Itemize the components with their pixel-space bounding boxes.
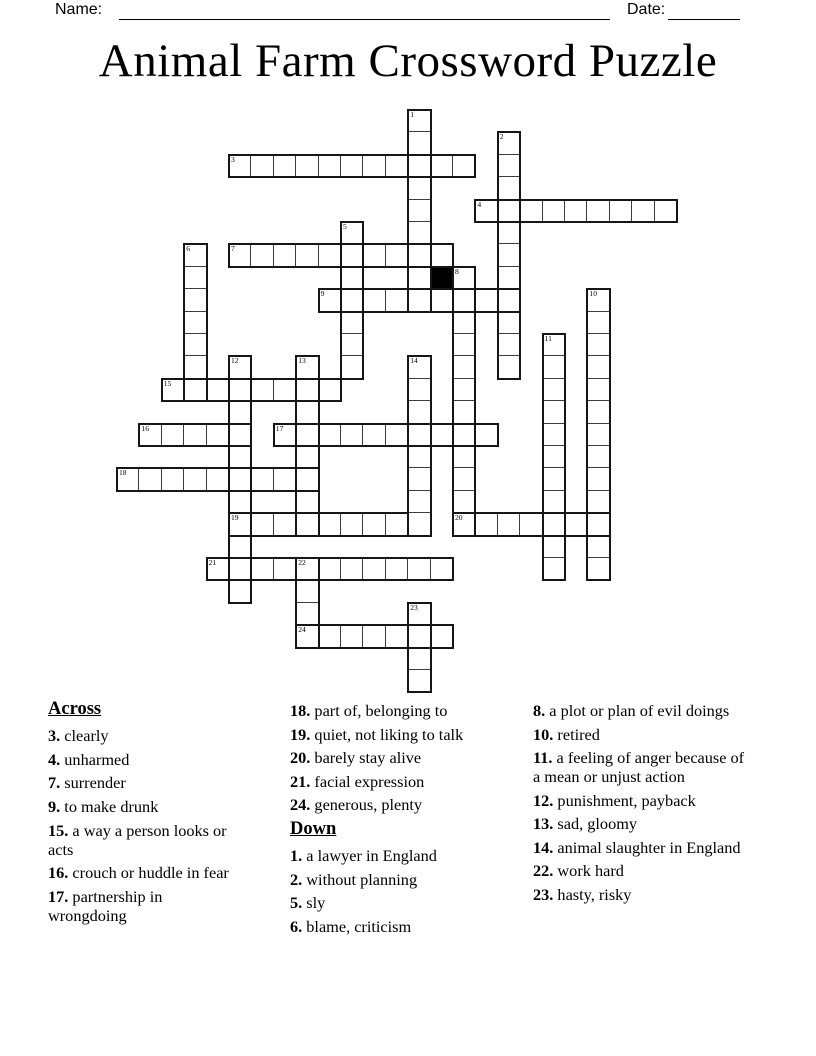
grid-cell[interactable] — [475, 424, 497, 446]
grid-cell[interactable] — [655, 200, 677, 222]
grid-cell[interactable] — [341, 558, 363, 580]
grid-cell[interactable] — [296, 155, 318, 177]
grid-cell[interactable] — [408, 244, 430, 266]
grid-cell[interactable] — [543, 446, 565, 468]
cell-number: 10 — [589, 289, 597, 299]
grid-cell[interactable] — [408, 267, 430, 289]
cell-number: 15 — [163, 378, 172, 388]
grid-cell[interactable] — [453, 446, 475, 468]
grid-cell[interactable] — [341, 312, 363, 334]
grid-cell[interactable] — [296, 401, 318, 423]
grid-cell[interactable] — [229, 401, 251, 423]
grid-cell[interactable] — [386, 244, 408, 266]
grid-cell[interactable] — [386, 558, 408, 580]
clue-number: 23. — [533, 885, 554, 904]
clue-column — [290, 701, 492, 940]
grid-cell[interactable] — [453, 334, 475, 356]
clue-23: 23. hasty, risky — [533, 885, 632, 904]
clue-2: 2. without planning — [290, 869, 418, 889]
cell-number: 17 — [275, 423, 284, 433]
grid-cell[interactable] — [274, 379, 296, 401]
grid-cell[interactable] — [162, 424, 184, 446]
grid-cell[interactable] — [587, 356, 609, 378]
grid-cell[interactable] — [431, 558, 453, 580]
grid-cell[interactable] — [498, 177, 520, 199]
clue-number: 16. — [48, 863, 69, 883]
date-label: Date: — [627, 1, 666, 18]
grid-cell[interactable] — [296, 446, 318, 468]
grid-cell[interactable] — [229, 491, 251, 513]
grid-cell[interactable] — [386, 155, 408, 177]
grid-cell[interactable] — [363, 155, 385, 177]
grid-cell[interactable] — [296, 603, 318, 625]
crossword-grid — [117, 110, 678, 693]
cell-number: 19 — [231, 513, 239, 523]
clue-number: 17. — [48, 886, 69, 906]
grid-cell[interactable] — [341, 424, 363, 446]
grid-cell[interactable] — [184, 289, 206, 311]
grid-cell[interactable] — [184, 424, 206, 446]
grid-cell[interactable] — [543, 379, 565, 401]
cell-number: 8 — [455, 266, 459, 276]
grid-cell[interactable] — [229, 424, 251, 446]
grid-cell[interactable] — [587, 424, 609, 446]
grid-cell[interactable] — [229, 580, 251, 602]
clue-6: 6. blame, criticism — [290, 916, 412, 936]
grid-cell[interactable] — [587, 536, 609, 558]
grid-cell[interactable] — [408, 289, 430, 311]
clue-24: 24. generous, plenty — [290, 795, 423, 815]
grid-cell[interactable] — [408, 648, 430, 670]
grid-cell[interactable] — [453, 424, 475, 446]
clue-9: 9. to make drunk — [48, 796, 159, 816]
grid-cell[interactable] — [543, 424, 565, 446]
grid-cell[interactable] — [184, 312, 206, 334]
grid-cell[interactable] — [408, 491, 430, 513]
grid-cell[interactable] — [207, 424, 229, 446]
grid-cell[interactable] — [498, 244, 520, 266]
grid-cell[interactable] — [498, 222, 520, 244]
clue-20: 20. barely stay alive — [290, 748, 422, 768]
grid-cell[interactable] — [229, 468, 251, 490]
clue-number: 13. — [533, 814, 554, 834]
grid-cell[interactable] — [274, 558, 296, 580]
black-cell — [431, 267, 453, 289]
grid-cell[interactable] — [453, 379, 475, 401]
grid-cell[interactable] — [498, 155, 520, 177]
grid-cell[interactable] — [229, 536, 251, 558]
grid-cell[interactable] — [229, 379, 251, 401]
grid-cell[interactable] — [498, 200, 520, 222]
clue-number: 22. — [533, 861, 554, 881]
grid-cell[interactable] — [408, 446, 430, 468]
cell-number: 11 — [544, 334, 552, 343]
grid-cell[interactable] — [341, 155, 363, 177]
clue-column — [48, 699, 244, 929]
grid-cell[interactable] — [408, 670, 430, 692]
grid-cell[interactable] — [408, 468, 430, 490]
cell-number: 12 — [231, 356, 239, 366]
grid-cell[interactable] — [386, 513, 408, 535]
clue-column — [533, 701, 745, 909]
grid-cell[interactable] — [587, 513, 609, 535]
clue-number: 14. — [533, 837, 554, 857]
grid-cell[interactable] — [543, 558, 565, 580]
grid-cell[interactable] — [184, 379, 206, 401]
grid-cell[interactable] — [184, 267, 206, 289]
clue-22: 22. work hard — [533, 861, 624, 881]
grid-cell[interactable] — [251, 155, 273, 177]
grid-cell[interactable] — [431, 244, 453, 266]
grid-cell[interactable] — [587, 468, 609, 490]
grid-cell[interactable] — [587, 200, 609, 222]
cell-number: 1 — [410, 110, 414, 119]
grid-cell[interactable] — [296, 244, 318, 266]
grid-cell[interactable] — [229, 558, 251, 580]
grid-cell[interactable] — [341, 244, 363, 266]
grid-cell[interactable] — [543, 468, 565, 490]
clue-number: 7. — [48, 773, 61, 793]
grid-cell[interactable] — [408, 625, 430, 647]
clue-number: 10. — [533, 724, 554, 744]
grid-cell[interactable] — [587, 401, 609, 423]
grid-cell[interactable] — [274, 468, 296, 490]
cell-number: 21 — [208, 558, 217, 567]
cell-number: 22 — [298, 558, 306, 567]
clue-number: 3. — [48, 726, 61, 746]
clue-number: 24. — [290, 795, 311, 815]
grid-cell[interactable] — [475, 513, 497, 535]
grid-cell[interactable] — [431, 289, 453, 311]
grid-cell[interactable] — [184, 468, 206, 490]
grid-cell[interactable] — [162, 468, 184, 490]
grid-cell[interactable] — [565, 200, 587, 222]
clue-number: 11. — [533, 748, 553, 768]
grid-cell[interactable] — [184, 356, 206, 378]
cell-number: 4 — [477, 199, 482, 209]
grid-cell[interactable] — [408, 401, 430, 423]
grid-cell[interactable] — [386, 625, 408, 647]
grid-cell[interactable] — [296, 491, 318, 513]
cell-number: 7 — [231, 244, 235, 254]
grid-cell[interactable] — [251, 513, 273, 535]
grid-cell[interactable] — [408, 177, 430, 199]
grid-cell[interactable] — [363, 558, 385, 580]
grid-cell[interactable] — [543, 356, 565, 378]
clue-number: 6. — [290, 916, 303, 936]
grid-cell[interactable] — [363, 513, 385, 535]
grid-cell[interactable] — [319, 379, 341, 401]
grid-cell[interactable] — [341, 356, 363, 378]
grid-cell[interactable] — [475, 289, 497, 311]
clue-11: 11. a feeling of anger because of a mean or unjust action — [533, 748, 745, 787]
clue-number: 8. — [533, 701, 546, 720]
grid-cell[interactable] — [453, 289, 475, 311]
cell-number: 16 — [141, 423, 149, 433]
grid-cell[interactable] — [363, 625, 385, 647]
cell-number: 5 — [343, 222, 347, 231]
cell-number: 23 — [410, 602, 418, 612]
clue-4: 4. unharmed — [48, 749, 130, 769]
clue-section-header: Across — [48, 699, 102, 719]
grid-cell[interactable] — [251, 244, 273, 266]
cell-number: 3 — [231, 154, 235, 164]
clue-number: 19. — [290, 724, 311, 744]
grid-cell[interactable] — [341, 625, 363, 647]
cell-number: 24 — [298, 625, 306, 635]
clue-14: 14. animal slaughter in England — [533, 837, 741, 857]
grid-cell[interactable] — [453, 155, 475, 177]
grid-cell[interactable] — [296, 580, 318, 602]
grid-cell[interactable] — [408, 222, 430, 244]
grid-cell[interactable] — [543, 200, 565, 222]
clue-15: 15. a way a person looks or acts — [48, 820, 227, 859]
cell-number: 14 — [410, 356, 418, 366]
cell-number: 20 — [455, 513, 463, 523]
grid-cell[interactable] — [453, 491, 475, 513]
grid-cell[interactable] — [207, 379, 229, 401]
grid-cell[interactable] — [363, 424, 385, 446]
grid-cell[interactable] — [565, 513, 587, 535]
cell-number: 13 — [298, 356, 306, 366]
clue-number: 5. — [290, 893, 303, 913]
grid-cell[interactable] — [498, 267, 520, 289]
grid-cell[interactable] — [543, 491, 565, 513]
cell-number: 18 — [119, 468, 127, 478]
grid-cell[interactable] — [319, 155, 341, 177]
clue-12: 12. punishment, payback — [533, 790, 696, 810]
grid-cell[interactable] — [498, 289, 520, 311]
grid-cell[interactable] — [408, 424, 430, 446]
clue-number: 2. — [290, 869, 303, 889]
grid-cell[interactable] — [341, 513, 363, 535]
grid-cell[interactable] — [296, 379, 318, 401]
clue-number: 20. — [290, 748, 311, 768]
name-label: Name: — [55, 1, 103, 18]
grid-cell[interactable] — [296, 424, 318, 446]
grid-cell[interactable] — [319, 625, 341, 647]
grid-cell[interactable] — [543, 513, 565, 535]
clue-19: 19. quiet, not liking to talk — [290, 724, 464, 744]
clue-21: 21. facial expression — [290, 771, 425, 791]
grid-cell[interactable] — [453, 312, 475, 334]
grid-cell[interactable] — [251, 468, 273, 490]
grid-cell[interactable] — [520, 513, 542, 535]
clue-16: 16. crouch or huddle in fear — [48, 863, 229, 883]
grid-cell[interactable] — [341, 289, 363, 311]
clue-5: 5. sly — [290, 893, 326, 913]
grid-cell[interactable] — [274, 244, 296, 266]
grid-cell[interactable] — [408, 558, 430, 580]
grid-cell[interactable] — [363, 244, 385, 266]
grid-cell[interactable] — [498, 356, 520, 378]
grid-cell[interactable] — [453, 356, 475, 378]
grid-cell[interactable] — [431, 625, 453, 647]
grid-cell[interactable] — [341, 267, 363, 289]
grid-cell[interactable] — [408, 379, 430, 401]
grid-cell[interactable] — [296, 468, 318, 490]
clue-13: 13. sad, gloomy — [533, 814, 638, 834]
grid-cell[interactable] — [587, 558, 609, 580]
cell-number: 2 — [499, 132, 504, 142]
grid-cell[interactable] — [587, 312, 609, 334]
grid-cell[interactable] — [251, 558, 273, 580]
clue-section-header: Down — [290, 818, 337, 839]
clue-number: 12. — [533, 790, 554, 810]
grid-cell[interactable] — [251, 379, 273, 401]
grid-cell[interactable] — [296, 513, 318, 535]
grid-cell[interactable] — [453, 468, 475, 490]
name-blank-line[interactable] — [119, 19, 610, 20]
grid-cell[interactable] — [408, 155, 430, 177]
clue-number: 18. — [290, 701, 311, 720]
grid-cell[interactable] — [520, 200, 542, 222]
grid-cell[interactable] — [431, 424, 453, 446]
grid-cell[interactable] — [319, 513, 341, 535]
clue-number: 1. — [290, 846, 303, 866]
clue-number: 21. — [290, 771, 311, 791]
grid-cell[interactable] — [386, 424, 408, 446]
grid-cell[interactable] — [543, 536, 565, 558]
grid-cell[interactable] — [386, 289, 408, 311]
date-blank-line[interactable] — [668, 19, 740, 20]
cell-number: 6 — [186, 244, 190, 254]
grid-cell[interactable] — [319, 244, 341, 266]
grid-cell[interactable] — [408, 513, 430, 535]
grid-cell[interactable] — [587, 446, 609, 468]
grid-cell[interactable] — [498, 334, 520, 356]
grid-cell[interactable] — [319, 424, 341, 446]
cell-number: 9 — [320, 289, 325, 299]
grid-cell[interactable] — [431, 155, 453, 177]
grid-cell[interactable] — [274, 513, 296, 535]
grid-cell[interactable] — [587, 379, 609, 401]
clue-17: 17. partnership in wrongdoing — [48, 886, 163, 925]
grid-cell[interactable] — [610, 200, 632, 222]
clue-number: 15. — [48, 820, 69, 840]
grid-cell[interactable] — [139, 468, 161, 490]
grid-cell[interactable] — [184, 334, 206, 356]
grid-cell[interactable] — [274, 155, 296, 177]
grid-cell[interactable] — [207, 468, 229, 490]
clue-3: 3. clearly — [48, 726, 109, 746]
grid-cell[interactable] — [319, 558, 341, 580]
grid-cell[interactable] — [587, 491, 609, 513]
grid-cell[interactable] — [543, 401, 565, 423]
clue-10: 10. retired — [533, 724, 600, 744]
grid-cell[interactable] — [341, 334, 363, 356]
grid-cell[interactable] — [498, 513, 520, 535]
clue-number: 4. — [48, 749, 61, 769]
grid-cell[interactable] — [587, 334, 609, 356]
clue-number: 9. — [48, 796, 61, 816]
grid-cell[interactable] — [498, 312, 520, 334]
clue-7: 7. surrender — [48, 773, 126, 793]
grid-cell[interactable] — [453, 401, 475, 423]
grid-cell[interactable] — [363, 289, 385, 311]
clue-1: 1. a lawyer in England — [290, 846, 437, 866]
grid-cell[interactable] — [632, 200, 654, 222]
clue-8: 8. a plot or plan of evil doings — [533, 701, 730, 720]
grid-cell[interactable] — [408, 200, 430, 222]
page-title: Animal Farm Crossword Puzzle — [98, 35, 718, 87]
grid-cell[interactable] — [229, 446, 251, 468]
clue-18: 18. part of, belonging to — [290, 701, 448, 720]
grid-cell[interactable] — [408, 132, 430, 154]
